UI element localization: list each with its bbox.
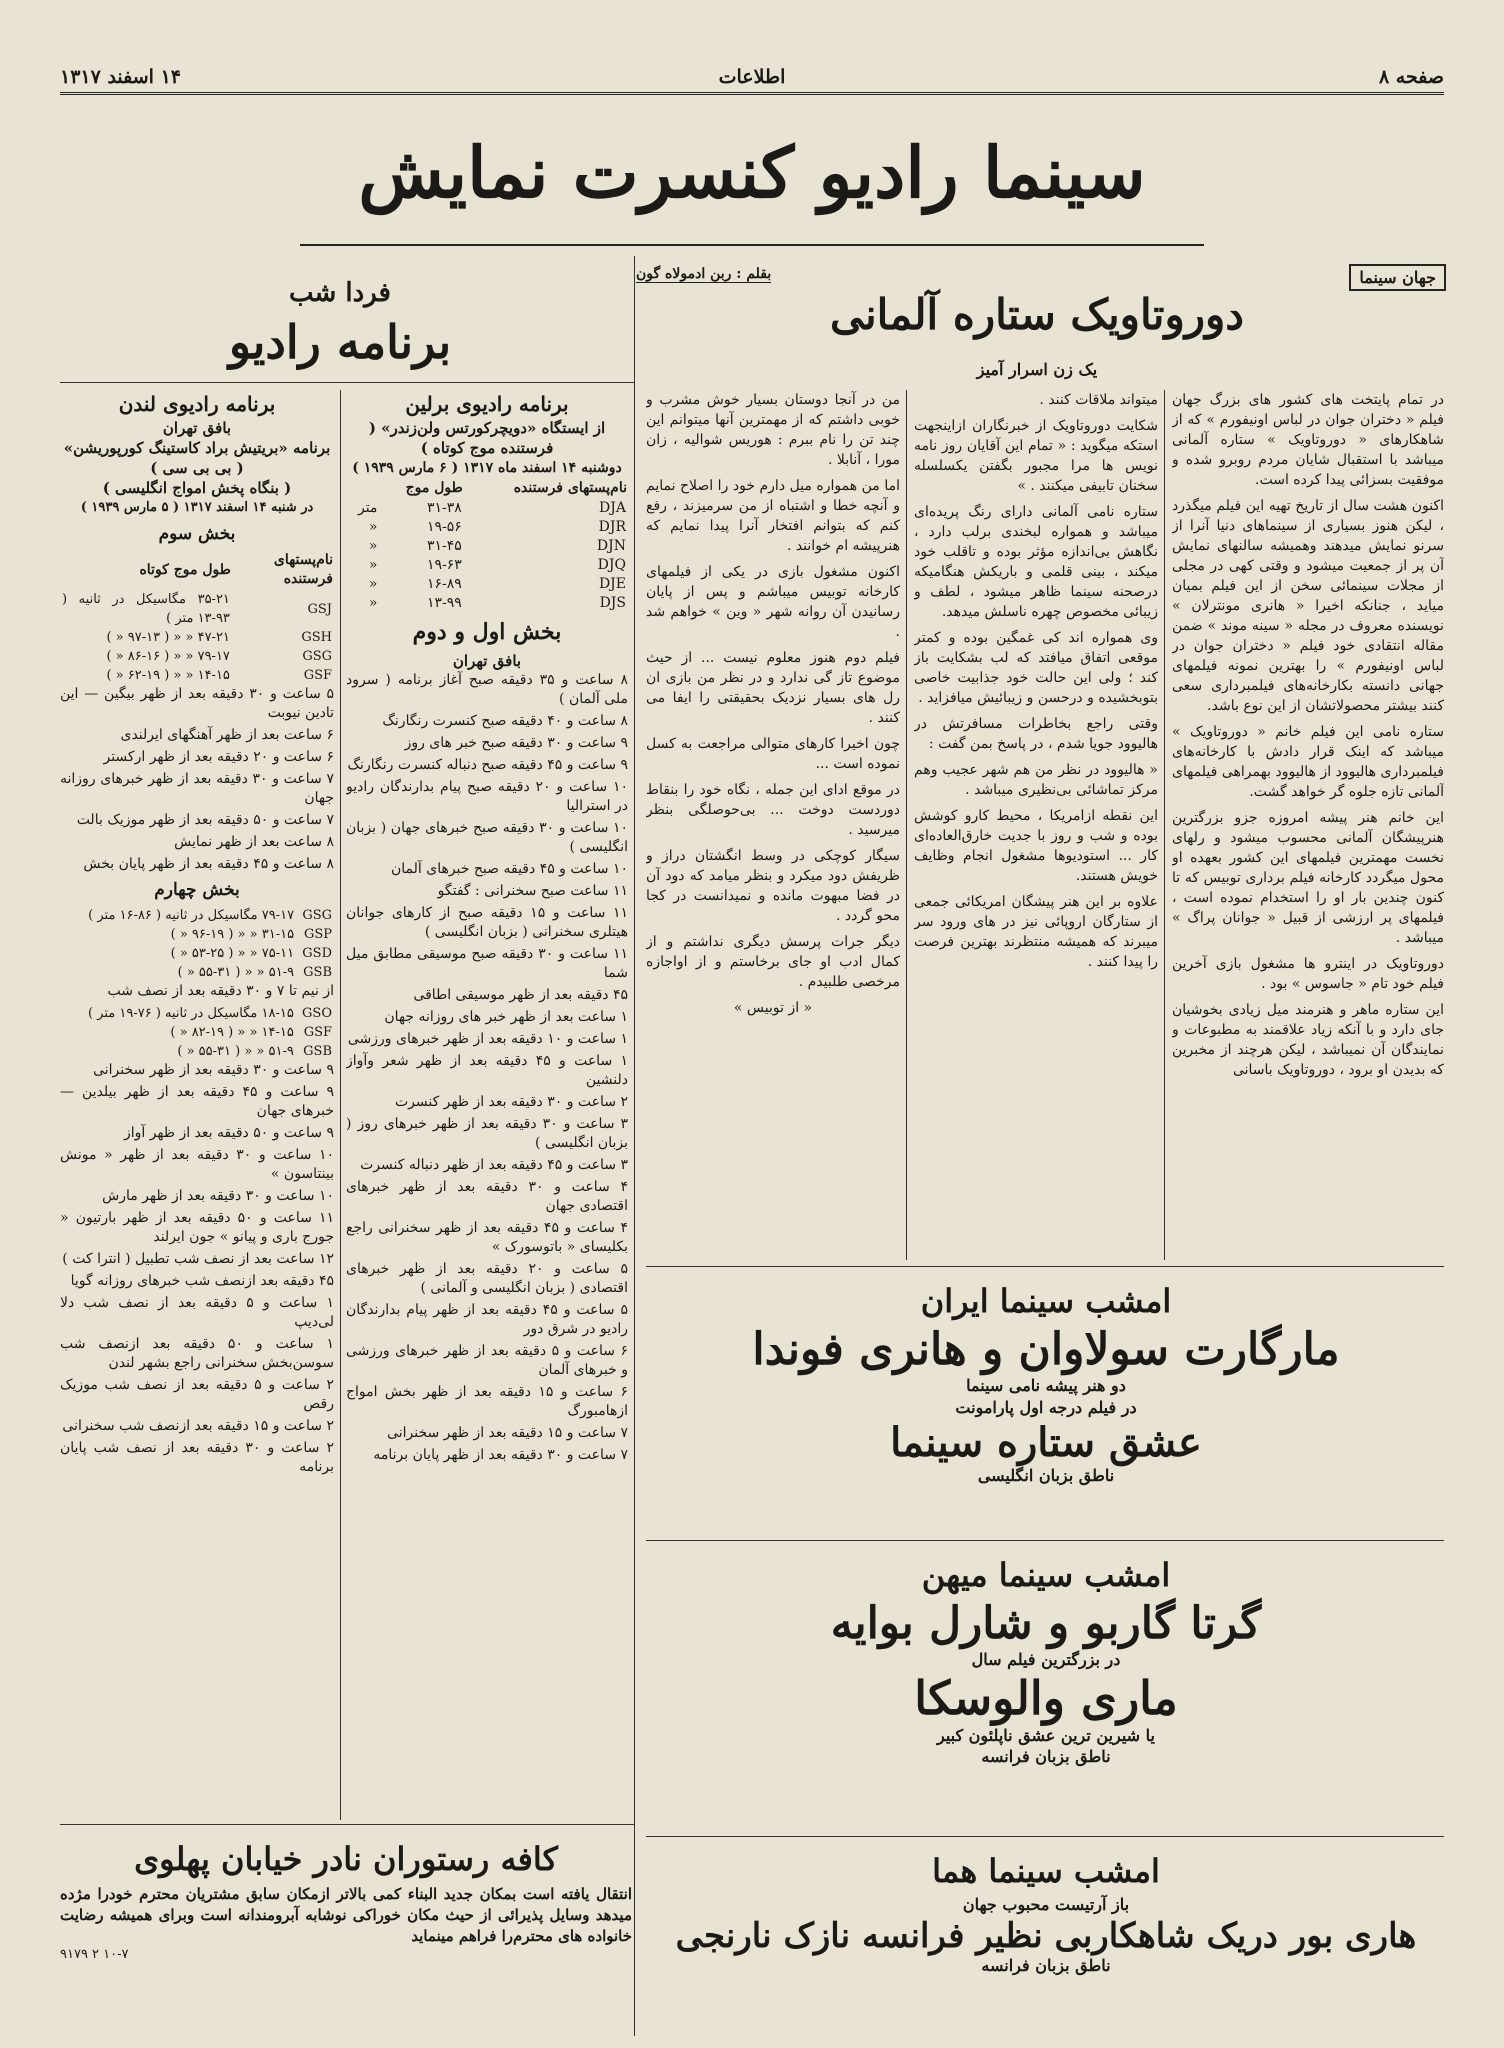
program-entry: ۷ ساعت و ۳۰ دقیقه بعد از ظهر پایان برنامه — [373, 1447, 628, 1463]
article-paragraph: سیگار کوچکی در وسط انگشتان دراز و ظریفش دود میکرد و بنظر میامد که دود آن در فضا مبهوت مانده و نمیدانست در کجا محو گردد . — [646, 848, 900, 924]
station-code: GSH — [301, 630, 332, 645]
ad-language: ناطق بزبان انگلیسی — [977, 1466, 1115, 1485]
program-entry: ۱۲ ساعت بعد از نصف شب تطبیل ( انترا کت ) — [62, 1251, 334, 1267]
article-paragraph: وقتی راجع بخاطرات مسافرتش در هالیوود جویا شدم ، در پاسخ بمن گفت : — [914, 716, 1158, 752]
article-paragraph: این خانم هنر پیشه امروزه جزو بزرگترین هنرپیشگان آلمانی محسوب میشود و رلهای نخست مهمترین فیلمهای این کشور بعهده او محول میگردد کارخانه فیلم برداری توبیس که تا کنون چندین بار او را استخدام نموده است ، فیلمهای پر ارزشی از قبیل « جوانان پراگ » میباشد . — [1172, 810, 1444, 946]
table-row — [60, 963, 334, 982]
article-paragraph: میتواند ملاقات کنند . — [1039, 392, 1158, 408]
london-station-table-4b — [60, 1004, 334, 1061]
london-column — [60, 392, 334, 1822]
program-entry: ۹ ساعت و ۳۰ دقیقه بعد از ظهر سخنرانی — [93, 1062, 334, 1078]
column-divider-main — [634, 256, 635, 2036]
table-row — [346, 537, 628, 556]
page-number: صفحه ۸ — [1378, 66, 1444, 88]
table-row — [346, 594, 628, 613]
berlin-station-table — [346, 478, 628, 613]
station-code: DJN — [596, 538, 626, 554]
table-row — [346, 556, 628, 575]
article-column-1 — [1172, 390, 1444, 1260]
column-header: نام‌پستهای فرستنده — [513, 480, 627, 496]
program-entry: ۱۱ ساعت و ۵۰ دقیقه بعد از ظهر بارتیون « جورج باری و پیانو » جون ایرلند — [60, 1210, 334, 1245]
program-entry: ۵ ساعت و ۳۰ دقیقه بعد از ظهر بیگین — این تادین نیوبت — [60, 686, 334, 721]
ad-line: باز آرتیست محبوب جهان — [962, 1895, 1130, 1914]
program-entry: ۳ ساعت و ۳۰ دقیقه بعد از ظهر خبرهای روز ( بزبان انگلیسی ) — [346, 1116, 628, 1151]
newspaper-name: اطلاعات — [718, 66, 786, 88]
radio-column-divider — [340, 390, 341, 1820]
article-paragraph: اکنون هشت سال از تاریخ تهیه این فیلم میگذرد ، لیکن هنوز بسیاری از سینماهای دنیا آنرا از سرنو نمایش میدهند وهمیشه سالنهای نمایش آن پر از جمعیت میشود و وقتی کهی در مجلی از مجلات سینمائی سخن از این فیلم بمیان میاید ، جنانکه اخیرا « هانری مونترلان » نویسنده معروف در مجله « سینه موند » ضمن مقاله انتقادی خود فیلم « دختران جوان در لباس اونیفورم » را بهترین نمونه فیلمهای جهانی دانسته بکارخانه‌های فیلمبرداری سعی کنند بیشتر محصولاتشان از این نوع باشد. — [1172, 498, 1444, 714]
ad-line: در فیلم درجه اول پارامونت — [955, 1398, 1137, 1417]
program-entry: ۸ ساعت بعد از ظهر نمایش — [174, 834, 334, 850]
article-column-3 — [646, 390, 900, 1260]
ad-divider-2 — [646, 1836, 1444, 1837]
berlin-column — [346, 392, 628, 1822]
article-divider-1 — [1164, 390, 1165, 1260]
station-unit: « — [368, 519, 378, 535]
article-paragraph: در تمام پایتخت های کشور های بزرگ جهان فیلم « دختران جوان در لباس اونیفورم » که از شاهکارهای « دوروتاویک » ستاره آلمانی میباشد با استقبال شایان مردم روبرو شده و موفقیت بسزائی پیدا کرده است. — [1172, 392, 1444, 488]
station-code: DJQ — [597, 557, 626, 573]
program-entry: ۱۱ ساعت صبح سخنرانی : گفتگو — [437, 883, 628, 899]
station-code: GSJ — [307, 601, 332, 617]
article-paragraph: علاوه بر این هنر پیشگان امریکائی جمعی از ستارگان اروپائی نیز در های ورود سر میبرند که همیشه منتظرند بهترین فرصت را پیدا کنند . — [914, 894, 1158, 970]
article-ads-divider — [646, 1266, 1444, 1267]
program-entry: ۲ ساعت و ۵ دقیقه بعد از نصف شب موزیک رقص — [60, 1377, 334, 1412]
berlin-title: برنامه رادیوی برلین — [405, 392, 569, 416]
london-station-table-4 — [60, 906, 334, 982]
station-code: DJA — [599, 500, 626, 516]
program-entry: ۱ ساعت و ۵۰ دقیقه بعد ازنصف شب سوسن‌بخش سخنرانی راجع بشهر لندن — [60, 1336, 334, 1371]
article-paragraph: این نقطه ازامریکا ، محیط کارو کوشش بوده و شب و روز با جدیت خارق‌العاده‌ای کار ... استودیوها مشغول انجام وظایف خویش هستند. — [914, 808, 1158, 884]
london-program: برنامه «بریتیش براد کاستینگ کورپوریشن» ( بی بی سی ) — [63, 439, 331, 477]
ad-language: ناطق بزبان فرانسه — [981, 1956, 1111, 1975]
cafe-title: کافه رستوران نادر خیابان پهلوی — [134, 1840, 558, 1878]
article-byline: بقلم : ربن ادمولاه گون — [636, 266, 772, 282]
table-row — [60, 647, 334, 666]
ad-film-title: ماری والوسکا — [914, 1671, 1178, 1725]
masthead-rule — [300, 244, 1204, 246]
london-section3-title: بخش سوم — [158, 524, 236, 544]
article-title: دوروتاویک ستاره آلمانی — [829, 290, 1245, 339]
radio-tomorrow-label: فردا شب — [289, 278, 391, 308]
article-paragraph: « هالیوود در نظر من هم شهر عجیب وهم مرکز تماشائی بی‌نظیری میباشد . — [914, 762, 1158, 798]
article-paragraph: وی همواره اند کی غمگین بوده و کمتر موقعی اتفاق میافتد که لب بشکایت باز کند ؛ ولی این حالت خود جذابیت خاصی بتوبخشیده و درحسن و زیبائیش میافزاید . — [914, 630, 1158, 706]
column-header: طول موج — [405, 480, 463, 496]
station-wave: ۱۸-۱۵ مگاسیکل در ثانیه ( ۷۶-۱۹ متر ) — [87, 1006, 294, 1021]
program-entry: ۱۱ ساعت و ۳۰ دقیقه صبح موسیقی مطابق میل شما — [346, 946, 628, 981]
station-wave: ۱۴-۱۵ « « ( ۸۲-۱۹ « ) — [170, 1025, 294, 1040]
ad-heading: امشب سینما میهن — [921, 1556, 1171, 1594]
station-unit: متر — [357, 500, 378, 516]
station-wave: ۱۶-۸۹ — [426, 576, 462, 592]
station-wave: ۷۵-۱۱ « « ( ۵۳-۲۵ « ) — [170, 946, 295, 961]
station-wave: ۳۱-۴۵ — [426, 538, 462, 554]
article-paragraph: اما من همواره میل دارم خود را اصلاح نمایم و آنچه خطا و اشتباه از من سرمیزند ، رفع کنم که بتوانم افتخار آنرا پیدا نمایم که هنرپیشه ام خوانند . — [646, 478, 900, 554]
london-time-ref: بافق تهران — [162, 419, 232, 437]
program-entry: ۱۰ ساعت و ۳۰ دقیقه صبح خبرهای جهان ( بزبان انگلیسی ) — [346, 820, 628, 855]
section-tag: جهان سینما — [1349, 264, 1446, 291]
program-entry: ۴۵ دقیقه بعد از ظهر موسیقی اطاقی — [413, 987, 628, 1003]
ad-line: دو هنر پیشه نامی سینما — [966, 1376, 1126, 1395]
table-row — [60, 1042, 334, 1061]
program-entry: ۹ ساعت و ۴۵ دقیقه بعد از ظهر بیلدین — خبرهای جهان — [60, 1084, 334, 1119]
program-entry: ۹ ساعت و ۳۰ دقیقه صبح خبر های روز — [404, 735, 628, 751]
program-entry: ۱۰ ساعت و ۳۰ دقیقه بعد از ظهر مارش — [102, 1188, 334, 1204]
program-entry: ۶ ساعت و ۵ دقیقه بعد از ظهر خبرهای ورزشی و خبرهای آلمان — [346, 1343, 628, 1378]
table-header-row — [346, 478, 628, 499]
table-row — [60, 1004, 334, 1023]
station-code: DJS — [599, 595, 626, 611]
program-entry: ۶ ساعت و ۲۰ دقیقه بعد از ظهر ارکستر — [103, 749, 334, 765]
station-code: GSD — [302, 946, 332, 961]
program-entry: ۲ ساعت و ۳۰ دقیقه بعد از نصف شب پایان برنامه — [60, 1440, 334, 1475]
issue-date: ۱۴ اسفند ۱۳۱۷ — [60, 66, 181, 88]
table-row — [60, 666, 334, 685]
article-paragraph: شکایت دوروتاویک از خبرنگاران ازاینجهت استکه میگوید : « تمام این آقایان روز نامه نویس ها مرا مجبور بگفتن یکسلسله سخنان تابیفی میکنند . » — [914, 418, 1158, 494]
berlin-section-time: بافق تهران — [452, 652, 522, 670]
article-paragraph: ستاره نامی آلمانی دارای رنگ پریده‌ای میباشد و همواره لبخندی برلب دارد ، نگاهش بی‌اندازه مؤثر بوده و تاقلب خود میکند ، بینی قلمی و باریکش هنگامیکه درصحنه سینما ظاهر میشود ، لطف و زیبائی مخصوص چهره ناسلش میدهد. — [914, 504, 1158, 620]
article-paragraph: ستاره نامی این فیلم خانم « دوروتاویک » میباشد که اینک قرار دادش با کارخانه‌های فیلمبرداری هالیوود از هالیوود بهمراهی فیلمهای آلمانی تازه جلوه گر خواهد گشت. — [1172, 724, 1444, 800]
program-entry: ۷ ساعت و ۱۵ دقیقه بعد از ظهر سخنرانی — [387, 1425, 628, 1441]
article-source: « از توبیس » — [733, 1000, 813, 1016]
cafe-text: انتقال یافته است بمکان جدید البناء کمی بالاتر ازمکان سابق مشتریان محترم خودرا مژده میدهد وسایل پذیرائی از حیث مکان خوراکی نوشابه آبرومندانه است وبرای همیشه رضایت خانواده های محترم‌را فراهم مینماید — [60, 1885, 632, 1945]
table-row — [346, 499, 628, 518]
table-row — [60, 628, 334, 647]
article-paragraph: دوروتاویک در اینترو ها مشغول بازی آخرین فیلم خود تام « جاسوس » بود . — [1172, 956, 1444, 992]
station-wave: ۱۹-۶۳ — [426, 557, 462, 573]
article-paragraph: در موقع ادای این جمله ، نگاه خود را بنقاط دوردست دوخت ... بی‌حوصلگی بنظر میرسید . — [646, 782, 900, 838]
program-entry: ۸ ساعت و ۴۵ دقیقه بعد از ظهر پایان بخش — [83, 856, 334, 872]
table-row — [60, 906, 334, 925]
london-station-table-3 — [60, 550, 334, 685]
station-code: GSG — [302, 649, 332, 664]
radio-title: برنامه رادیو — [228, 315, 452, 369]
program-entry: ۴ ساعت و ۴۵ دقیقه بعد از ظهر سخنرانی راجع بکلیسای « باتوسورک » — [346, 1220, 628, 1255]
london-agency: ( بنگاه پخش امواج انگلیسی ) — [102, 479, 292, 497]
program-entry: ۱ ساعت و ۱۰ دقیقه بعد از ظهر خبرهای ورزشی — [347, 1031, 628, 1047]
station-code: GSF — [303, 668, 332, 683]
station-code: GSO — [302, 1006, 332, 1021]
station-wave: ۳۵-۲۱ مگاسیکل در ثانیه ( ۹۳-۱۳ متر ) — [62, 592, 230, 626]
cinema-homa-ad — [648, 1852, 1444, 1975]
station-code: DJE — [598, 576, 626, 592]
table-row — [60, 1023, 334, 1042]
station-unit: « — [368, 538, 378, 554]
table-row — [346, 575, 628, 594]
program-entry: ۷ ساعت و ۳۰ دقیقه بعد از ظهر خبرهای روزانه جهان — [60, 771, 334, 806]
cafe-code: ۹۱۷۹ ۲ ۱۰-۷ — [60, 1947, 129, 1962]
ad-line: در بزرگترین فیلم سال — [971, 1650, 1121, 1669]
radio-title-rule — [60, 382, 634, 383]
article-paragraph: اکنون مشغول بازی در یکی از فیلمهای کارخانه توبیس میباشم و پس از پایان رسانیدن آن روانه شهر « وین » خواهم شد . — [646, 564, 900, 640]
program-entry: ۷ ساعت و ۵۰ دقیقه بعد از ظهر موزیک بالت — [76, 812, 334, 828]
article-paragraph: فیلم دوم هنوز معلوم نیست ... از حیث موضوع تاز گی ندارد و در نظر من بازی ان رل های بسیار نزدیک بحقیقتی را ایفا می کنند . — [646, 650, 900, 726]
sub-note: از نیم تا ۷ و ۳۰ دقیقه بعد از نصف شب — [107, 983, 334, 999]
radio-cafe-divider — [60, 1824, 634, 1825]
program-entry: ۹ ساعت و ۵۰ دقیقه بعد از ظهر آواز — [123, 1125, 334, 1141]
article-paragraph: این ستاره ماهر و هنرمند میل زیادی بخوشیان جای دارد و با آنکه زیاد علاقمند به مطبوعات و نمایندگان آن نمیباشد ، لیکن هرچند از مخبرین که بدیدن او برود ، دوروتاویک باسانی — [1172, 1002, 1444, 1078]
station-unit: « — [368, 557, 378, 573]
table-row — [60, 590, 334, 628]
article-paragraph: چون اخیرا کارهای متوالی مراجعت به کسل نموده است ... — [646, 736, 900, 772]
station-wave: ۱۹-۵۶ — [426, 519, 462, 535]
station-wave: ۳۱-۳۸ — [426, 500, 462, 516]
program-entry: ۶ ساعت بعد از ظهر آهنگهای ایرلندی — [120, 727, 334, 743]
london-section4-title: بخش چهارم — [154, 880, 240, 900]
station-wave: ۳۱-۱۵ « « ( ۹۶-۱۹ « ) — [170, 927, 295, 942]
table-row — [60, 925, 334, 944]
table-row — [60, 944, 334, 963]
ad-divider-1 — [646, 1540, 1444, 1541]
program-entry: ۸ ساعت و ۴۰ دقیقه صبح کنسرت رنگارنگ — [382, 713, 628, 729]
station-wave: ۷۹-۱۷ « « ( ۸۶-۱۶ « ) — [106, 649, 230, 664]
cinema-mihan-ad — [648, 1556, 1444, 1766]
ad-tagline: یا شیرین ترین عشق ناپلئون کبیر — [937, 1726, 1155, 1745]
station-code: GSP — [303, 927, 332, 942]
table-row — [346, 518, 628, 537]
program-entry: ۶ ساعت و ۱۵ دقیقه بعد از ظهر بخش امواج ازهامبورگ — [346, 1384, 628, 1419]
page-header — [60, 62, 1444, 95]
article-subtitle: یک زن اسرار آمیز — [976, 360, 1098, 379]
program-entry: ۱ ساعت و ۵ دقیقه بعد از نصف شب دلا لی‌دیپ — [60, 1295, 334, 1330]
program-entry: ۵ ساعت و ۴۵ دقیقه بعد از ظهر پیام بدارندگان رادیو در شرق دور — [346, 1302, 628, 1337]
article-column-2 — [914, 390, 1158, 1260]
program-entry: ۲ ساعت و ۱۵ دقیقه بعد ازنصف شب سخنرانی — [62, 1418, 334, 1434]
station-code: GSG — [302, 908, 332, 923]
program-entry: ۴۵ دقیقه بعد ازنصف شب خبرهای روزانه گویا — [70, 1273, 334, 1289]
program-entry: ۱۰ ساعت و ۴۵ دقیقه صبح خبرهای آلمان — [390, 861, 628, 877]
program-entry: ۵ ساعت و ۲۰ دقیقه بعد از ظهر خبرهای اقتصادی ( بزبان انگلیسی و آلمانی ) — [346, 1261, 628, 1296]
station-unit: « — [368, 595, 378, 611]
program-entry: ۹ ساعت و ۴۵ دقیقه صبح دنباله کنسرت رنگارنگ — [347, 757, 628, 773]
station-wave: ۵۱-۹ « « ( ۵۵-۳۱ « ) — [177, 1044, 294, 1059]
program-entry: ۱ ساعت و ۴۵ دقیقه بعد از ظهر شعر وآواز دلنشین — [346, 1053, 628, 1088]
cinema-iran-ad — [648, 1282, 1444, 1485]
program-entry: ۳ ساعت و ۴۵ دقیقه بعد از ظهر دنباله کنسرت — [360, 1157, 628, 1173]
ad-film-title: عشق ستاره سینما — [890, 1419, 1202, 1466]
section-masthead: سینما رادیو کنسرت نمایش — [358, 131, 1146, 214]
berlin-station: از ایستگاه «دویچرکورتس ولن‌زندر» ( فرستنده موج کوتاه ) — [368, 419, 606, 457]
program-entry: ۱ ساعت بعد از ظهر خبر های روزانه جهان — [384, 1009, 628, 1025]
article-paragraph: من در آنجا دوستان بسیار خوش مشرب و خوبی داشتم که از مهمترین آنها میتوانم این چند تن را نام ببرم : هوریس شواليه ، زان مورا ، آنابلا . — [646, 392, 900, 468]
ad-language: ناطق بزبان فرانسه — [981, 1747, 1111, 1766]
berlin-date: دوشنبه ۱۴ اسفند ماه ۱۳۱۷ ( ۶ مارس ۱۹۳۹ ) — [352, 460, 622, 476]
london-title: برنامه رادیوی لندن — [118, 392, 276, 416]
program-entry: ۱۰ ساعت و ۲۰ دقیقه صبح پیام بدارندگان رادیو در استرالیا — [346, 779, 628, 814]
station-code: DJR — [598, 519, 626, 535]
table-header-row — [60, 550, 334, 590]
article-paragraph: دیگر جرات پرسش دیگری نداشتم و از کمال ادب او جای برخاستم و از اواجازه مرخصی طلبیدم . — [646, 934, 900, 990]
station-wave: ۵۱-۹ « « ( ۵۵-۳۱ « ) — [177, 965, 295, 980]
station-code: GSB — [303, 965, 332, 980]
ad-stars: مارگارت سولاوان و هانری فوندا — [752, 1324, 1340, 1375]
station-wave: ۴۷-۲۱ « « ( ۹۷-۱۳ « ) — [106, 630, 230, 645]
program-entry: ۲ ساعت و ۳۰ دقیقه بعد از ظهر کنسرت — [394, 1094, 628, 1110]
station-code: GSB — [303, 1044, 332, 1059]
program-entry: ۸ ساعت و ۳۵ دقیقه صبح آغاز برنامه ( سرود ملی آلمان ) — [346, 672, 628, 707]
article-divider-2 — [906, 390, 907, 1260]
program-entry: ۱۱ ساعت و ۱۵ دقیقه صبح از کارهای جوانان هیتلری سخنرانی ( بزبان انگلیسی ) — [346, 905, 628, 940]
ad-heading: امشب سینما ایران — [920, 1282, 1172, 1320]
column-header: طول موج کوتاه — [139, 561, 231, 578]
program-entry: ۱۰ ساعت و ۳۰ دقیقه بعد از ظهر « مونش بینتاسون » — [60, 1147, 334, 1182]
station-wave: ۱۳-۹۹ — [426, 595, 462, 611]
station-unit: « — [368, 576, 378, 592]
cafe-advertisement — [60, 1840, 632, 1962]
station-wave: ۷۹-۱۷ مگاسیکل در ثانیه ( ۸۶-۱۶ متر ) — [88, 908, 295, 923]
program-entry: ۴ ساعت و ۳۰ دقیقه بعد از ظهر خبرهای اقتصادی جهان — [346, 1179, 628, 1214]
ad-film-title: هاری بور دریک شاهکاربی نظیر فرانسه نازک نارنجی — [675, 1916, 1417, 1956]
london-date: در شنبه ۱۴ اسفند ۱۳۱۷ ( ۵ مارس ۱۹۳۹ ) — [80, 500, 314, 515]
station-wave: ۱۴-۱۵ « « ( ۶۲-۱۹ « ) — [106, 668, 230, 683]
station-code: GSF — [303, 1025, 332, 1040]
column-header: نام‌پستهای فرستنده — [273, 552, 333, 587]
ad-stars: گرتا گاربو و شارل بوایه — [830, 1598, 1262, 1649]
ad-heading: امشب سینما هما — [932, 1852, 1160, 1890]
berlin-section-title: بخش اول و دوم — [412, 619, 562, 645]
